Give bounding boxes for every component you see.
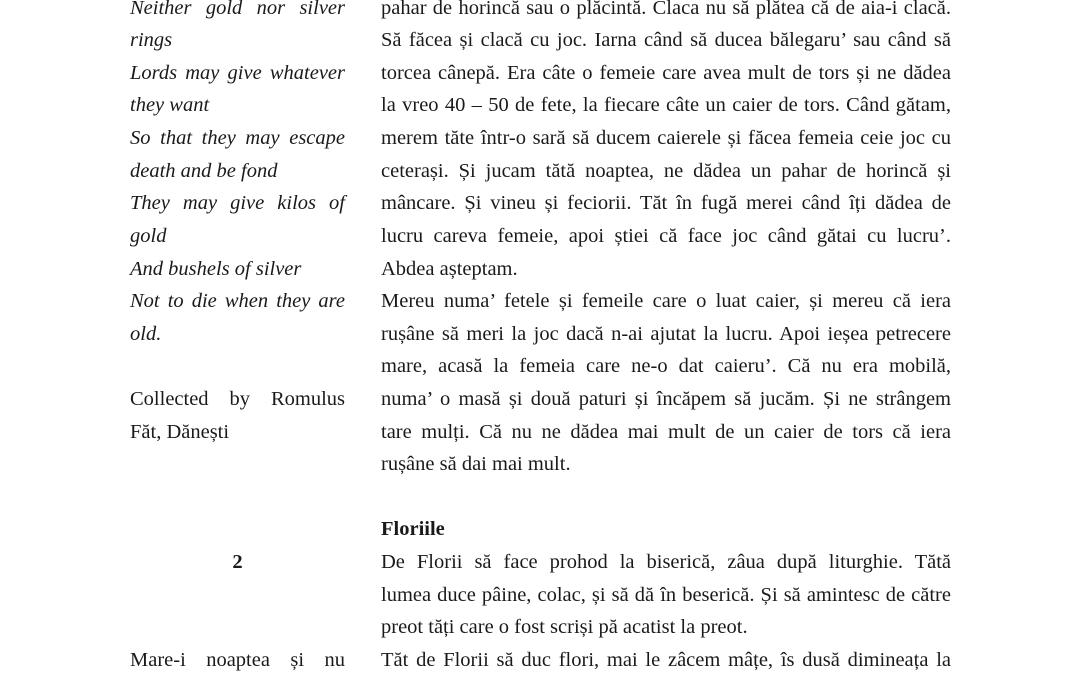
prose-line: torcea cânepă. Era câte o femeie care avea mult de tors și ne dădea xyxy=(381,62,951,84)
poem-line: Mare-i noaptea și nu xyxy=(130,649,345,671)
poem-line: they want xyxy=(130,94,210,116)
prose-line: tare mulți. Că nu ne dădea mai mult de un caier de tors că iera xyxy=(381,421,951,443)
prose-line: la vreo 40 – 50 de fete, la fiecare câte un caier de tors. Când gătam, xyxy=(381,94,951,116)
section-number: 2 xyxy=(232,551,243,573)
prose-line: lumea duce pâine, colac, și să dă în beserică. Și să amintesc de către xyxy=(381,584,951,606)
poem-line: So that they may escape xyxy=(130,127,345,149)
poem-line: rings xyxy=(130,29,173,51)
prose-line: rușâne să dai mai mult. xyxy=(381,453,571,475)
prose-line: mare, acasă la femeia care ne-o dat caieru’. Că nu era mobilă, xyxy=(381,355,951,377)
poem-line: They may give kilos of xyxy=(130,192,345,214)
prose-line: Mereu numa’ fetele și femeile care o luat caier, și mereu că iera xyxy=(381,290,951,312)
section-heading: Floriile xyxy=(381,518,445,540)
prose-line: numa’ o masă și două paturi și încăpem să jucăm. Și ne strângem xyxy=(381,388,951,410)
prose-line: Abdea așteptam. xyxy=(381,258,518,280)
poem-line: gold xyxy=(130,225,167,247)
poem-line: Lords may give whatever xyxy=(130,62,345,84)
prose-line: pahar de horincă sau o plăcintă. Claca nu să plătea că de aia-i clacă. xyxy=(381,0,951,19)
prose-line: Tăt de Florii să duc flori, mai le zâcem mâțe, îs dusă dimineața la xyxy=(381,649,951,671)
poem-line: Not to die when they are xyxy=(130,290,345,312)
prose-line: Să făcea și clacă cu joc. Iarna când să ducea bălegaru’ sau când să xyxy=(381,29,951,51)
poem-line: old. xyxy=(130,323,162,345)
prose-line: rușâne să meri la joc dacă n-ai ajutat la lucru. Apoi ieșea petrecere xyxy=(381,323,951,345)
poem-line: And bushels of silver xyxy=(130,258,302,280)
prose-line: preot tăți care o fost scriși pă acatist la preot. xyxy=(381,616,748,638)
collected-location-line: Făt, Dănești xyxy=(130,421,230,443)
prose-line: lucru careva femeie, apoi știei că face joc când gătai cu lucru’. xyxy=(381,225,951,247)
poem-line: Neither gold nor silver xyxy=(130,0,345,19)
collected-by-line: Collected by Romulus xyxy=(130,388,345,410)
prose-line: mâncare. Și vineu și feciorii. Tăt în fugă merei când îți dădea de xyxy=(381,192,951,214)
prose-line: merem tăte într-o sară să ducem caierele și făcea femeia ceie joc cu xyxy=(381,127,951,149)
poem-line: death and be fond xyxy=(130,160,278,182)
prose-line: ceterași. Și jucam tătă noaptea, ne dădea un pahar de horincă și xyxy=(381,160,951,182)
prose-line: De Florii să face prohod la biserică, zâua după liturghie. Tătă xyxy=(381,551,951,573)
